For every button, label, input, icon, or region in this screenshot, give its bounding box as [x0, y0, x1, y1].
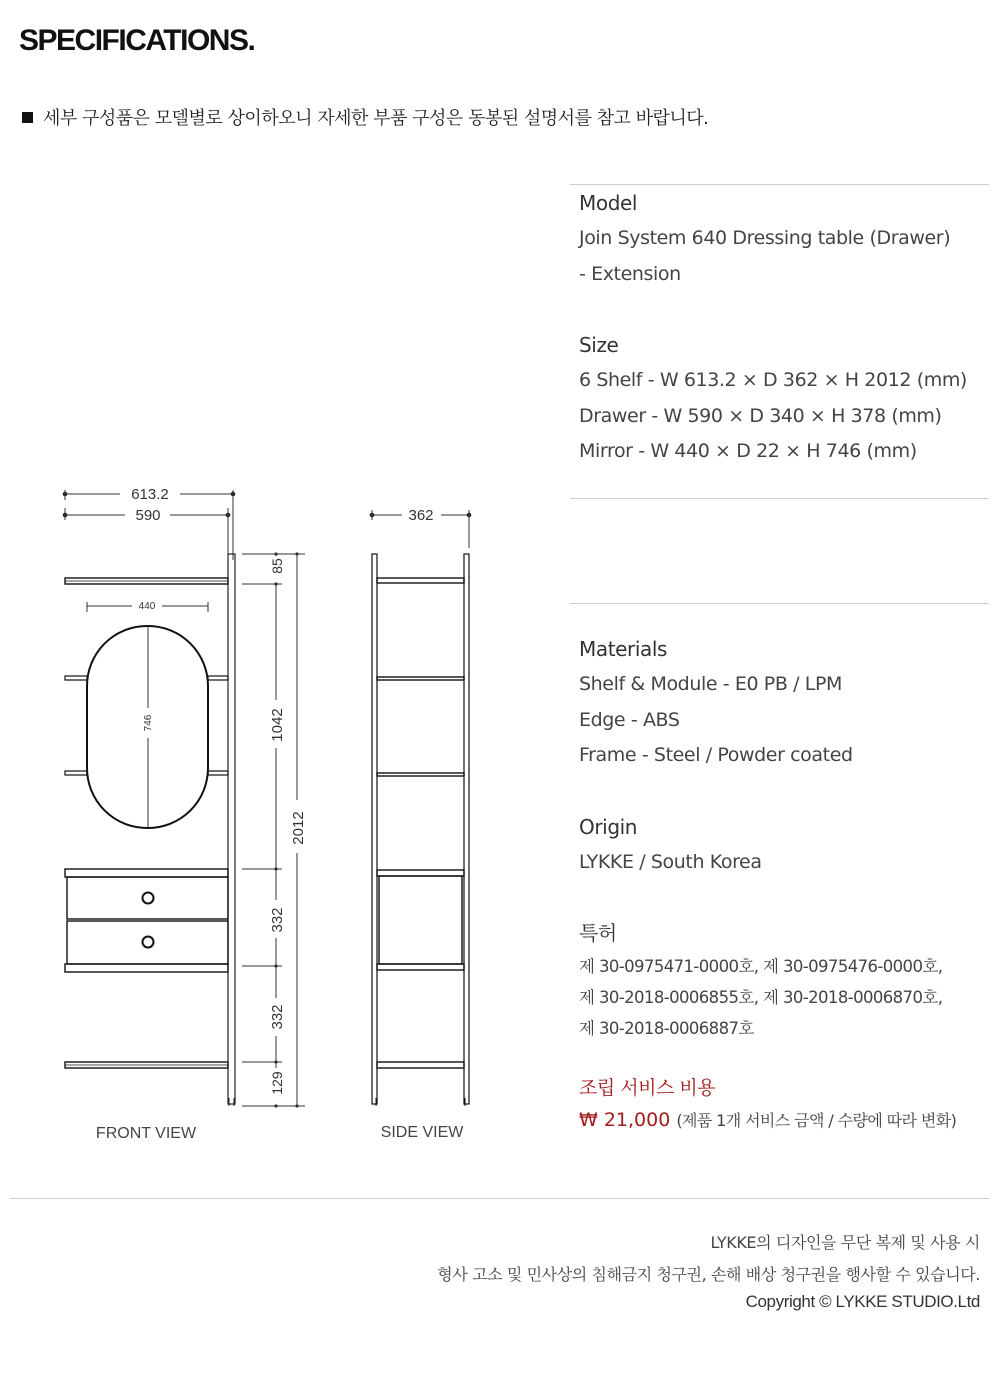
- service-price: ₩ 21,000: [579, 1109, 671, 1131]
- footer-line1: LYKKE의 디자인을 무단 복제 및 사용 시: [710, 1233, 980, 1252]
- model-line: Join System 640 Dressing table (Drawer): [579, 227, 951, 249]
- service-title: 조립 서비스 비용: [579, 1077, 716, 1099]
- materials-line: Edge - ABS: [579, 708, 680, 731]
- dim-bottom-gap: 129: [269, 1071, 285, 1095]
- page-title: SPECIFICATIONS.: [19, 24, 255, 57]
- spec-model: [579, 185, 989, 292]
- dim-overall-width: 613.2: [131, 486, 169, 503]
- size-line: 6 Shelf - W 613.2 × D 362 × H 2012 (mm): [579, 369, 967, 391]
- footer-line2: 형사 고소 및 민사상의 침해금지 청구권, 손해 배상 청구권을 행사할 수 있습니다.: [437, 1265, 980, 1284]
- copyright: Copyright © LYKKE STUDIO.Ltd: [745, 1292, 980, 1311]
- patent-line: 제 30-2018-0006887호: [579, 1019, 754, 1038]
- divider: [570, 603, 989, 604]
- materials-line: Shelf & Module - E0 PB / LPM: [579, 673, 843, 695]
- notice-text: 세부 구성품은 모델별로 상이하오니 자세한 부품 구성은 동봉된 설명서를 참고 바랍니다.: [43, 108, 709, 129]
- service-price-row: [579, 1108, 956, 1131]
- footer-divider: [10, 1198, 989, 1199]
- size-line: Drawer - W 590 × D 340 × H 378 (mm): [579, 404, 942, 427]
- origin-line: LYKKE / South Korea: [579, 851, 762, 873]
- dim-drawer-span: 332: [269, 907, 286, 933]
- dim-total-height: 2012: [290, 811, 307, 845]
- side-view-label: SIDE VIEW: [380, 1124, 464, 1141]
- technical-drawing: [0, 470, 560, 1190]
- drawer-knob-icon: [143, 937, 154, 948]
- front-view: [63, 486, 307, 1142]
- service-note: (제품 1개 서비스 금액 / 수량에 따라 변화): [676, 1111, 957, 1130]
- side-view: [370, 507, 471, 1141]
- front-view-label: FRONT VIEW: [95, 1125, 197, 1142]
- dim-upper-span: 1042: [269, 708, 286, 742]
- divider: [570, 498, 989, 499]
- materials-line: Frame - Steel / Powder coated: [579, 744, 853, 766]
- patent-heading: 특허: [579, 921, 617, 945]
- model-line: - Extension: [579, 262, 681, 285]
- size-line: Mirror - W 440 × D 22 × H 746 (mm): [579, 440, 917, 462]
- model-heading: Model: [579, 191, 638, 215]
- spec-materials: [579, 631, 989, 774]
- notice: [22, 104, 708, 130]
- size-heading: Size: [579, 333, 619, 357]
- patent-line: 제 30-0975471-0000호, 제 30-0975476-0000호,: [579, 957, 943, 976]
- spec-origin: [579, 809, 989, 881]
- dim-top-gap: 85: [269, 558, 285, 574]
- origin-heading: Origin: [579, 815, 638, 839]
- patent-line: 제 30-2018-0006855호, 제 30-2018-0006870호,: [579, 988, 943, 1007]
- drawer-knob-icon: [143, 893, 154, 904]
- dim-mirror-height: 746: [143, 714, 154, 732]
- spec-patent: [579, 915, 989, 1044]
- spec-size: [579, 327, 989, 470]
- dim-drawer-width: 590: [135, 507, 161, 524]
- square-bullet-icon: [22, 112, 33, 123]
- dim-side-depth: 362: [408, 507, 434, 524]
- dim-lower-span: 332: [269, 1004, 286, 1030]
- dim-mirror-width: 440: [138, 601, 156, 612]
- materials-heading: Materials: [579, 637, 668, 661]
